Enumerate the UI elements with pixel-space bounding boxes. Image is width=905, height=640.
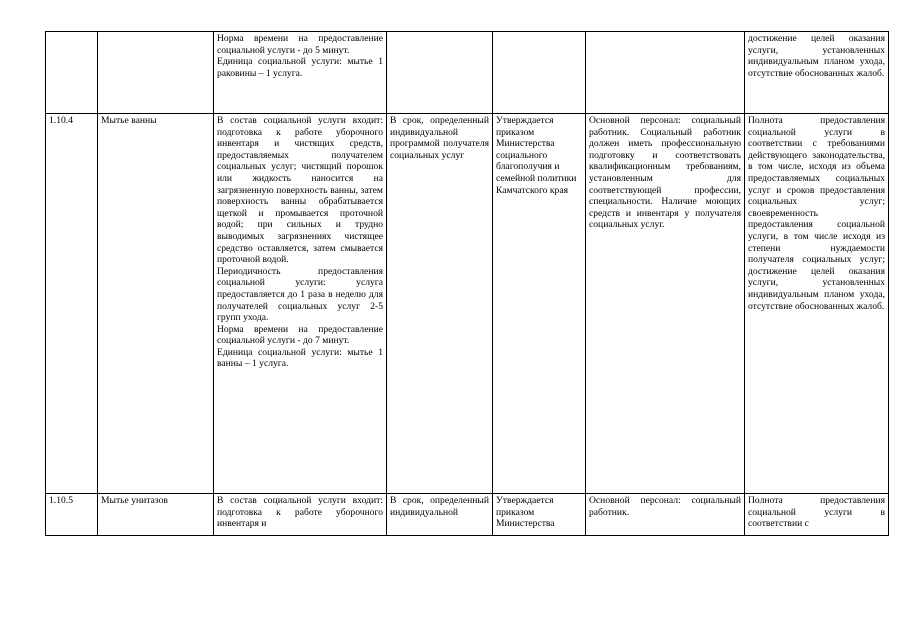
service-quality-cell: Полнота предоставления социальной услуги в соответствии с — [745, 494, 889, 536]
service-name-cell: Мытье унитазов — [98, 494, 214, 536]
service-approval-cell — [493, 32, 586, 114]
content-paragraph: В состав социальной услуги входит: подготовка к работе уборочного инвентаря и чистящих средств, предоставляемых получателем социальных услуг; чистящий порошок или жидкость наносится на загрязненную поверхность ванны, затем поверхность ванны обрабатывается щеткой и промывается проточной водой; при сильных и трудно выводимых загрязнениях чистящее средство оставляется, затем смывается проточной водой. — [217, 115, 383, 266]
content-paragraph: Единица социальной услуги: мытье 1 раковины – 1 услуга. — [217, 56, 383, 79]
service-term-cell: В срок, определенный индивидуальной — [387, 494, 493, 536]
table-row — [46, 32, 889, 114]
service-number-cell: 1.10.5 — [46, 494, 98, 536]
content-paragraph: В состав социальной услуги входит: подготовка к работе уборочного инвентаря и — [217, 495, 383, 530]
service-number-cell: 1.10.4 — [46, 114, 98, 494]
service-term-cell — [387, 32, 493, 114]
service-quality-cell: достижение целей оказания услуги, установленных индивидуальным планом ухода, отсутствие обоснованных жалоб. — [745, 32, 889, 114]
service-content-cell — [214, 494, 387, 536]
service-approval-cell: Утверждается приказом Министерства — [493, 494, 586, 536]
content-paragraph: Норма времени на предоставление социальной услуги - до 5 минут. — [217, 33, 383, 56]
content-paragraph: Периодичность предоставления социальной услуги: услуга предоставляется до 1 раза в неделю для получателей социальных услуг 2-5 групп ухода. — [217, 265, 383, 324]
service-staff-cell — [586, 32, 745, 114]
service-term-cell: В срок, определенный индивидуальной программой получателя социальных услуг — [387, 114, 493, 494]
service-name-cell — [98, 32, 214, 114]
content-paragraph: Норма времени на предоставление социальной услуги - до 7 минут. — [217, 323, 383, 347]
service-content-cell — [214, 32, 387, 114]
service-content-cell — [214, 114, 387, 494]
table-row — [46, 494, 889, 536]
service-quality-cell: Полнота предоставления социальной услуги в соответствии с требованиями действующего законодательства, в том числе, исходя из объема предоставляемых социальных услуг и сроков предоставления социальных услуг; своевременность предоставления социальной услуги, в том числе исходя из степени нуждаемости получателя социальных услуг; достижение целей оказания услуги, установленных индивидуальным планом ухода, отсутствие обоснованных жалоб. — [745, 114, 889, 494]
table-row — [46, 114, 889, 494]
service-number-cell — [46, 32, 98, 114]
service-name-cell: Мытье ванны — [98, 114, 214, 494]
content-paragraph: Единица социальной услуги: мытье 1 ванны – 1 услуга. — [217, 346, 383, 370]
services-table — [45, 31, 889, 536]
service-staff-cell: Основной персонал: социальный работник. Социальный работник должен иметь профессиональную подготовку и соответствовать квалификационным требованиям, установленным для соответствующей профессии, специальности. Наличие моющих средств и инвентаря у получателя социальных услуг. — [586, 114, 745, 494]
service-approval-cell: Утверждается приказом Министерства социального благополучия и семейной политики Камчатского края — [493, 114, 586, 494]
service-staff-cell: Основной персонал: социальный работник. — [586, 494, 745, 536]
